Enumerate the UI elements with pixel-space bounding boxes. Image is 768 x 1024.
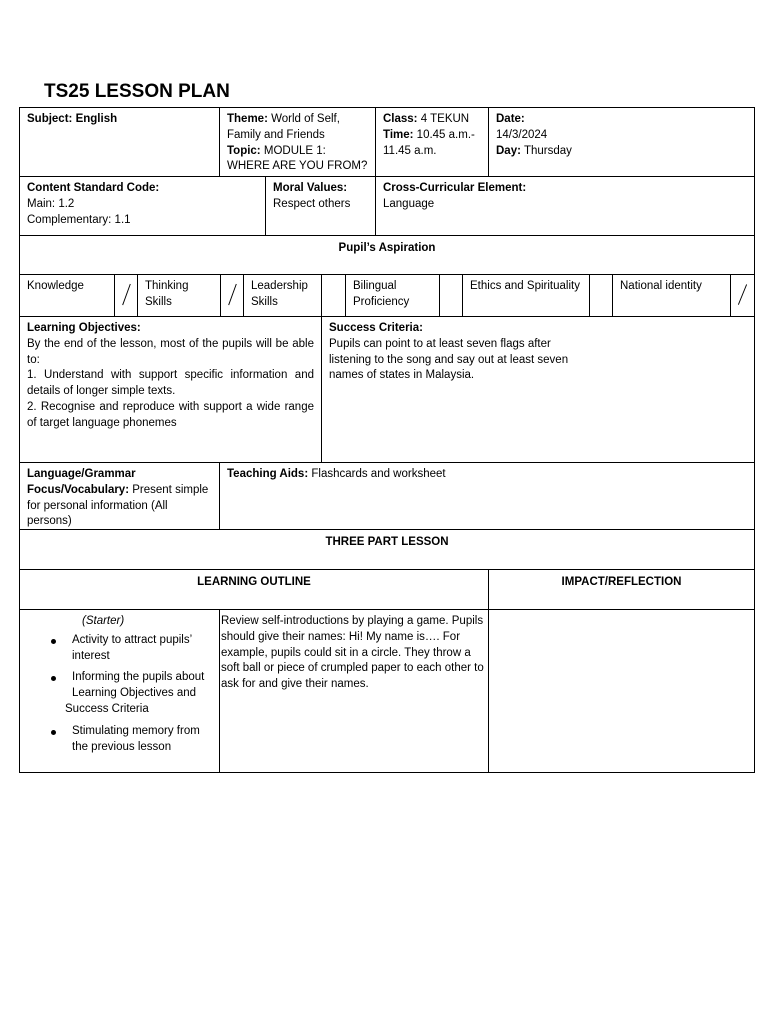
time-label: Time:: [383, 128, 414, 141]
starter-activity-cell: Review self-introductions by playing a game. Pupils should give their names: Hi! My name is…. For example, pupils could sit in a circle. They throw a soft ball or piece of crumpled paper to each other to ask for and give their names.: [220, 610, 489, 772]
aspiration-national-tick: [731, 275, 754, 316]
aspiration-leadership-tick: [322, 275, 346, 316]
aspiration-national: National identity: [613, 275, 731, 316]
moral-values-cell: [266, 177, 376, 235]
cross-curricular-value: Language: [383, 197, 435, 210]
theme-topic-cell: [220, 108, 376, 176]
starter-bullet: Stimulating memory from the previous lesson: [27, 724, 212, 756]
learning-objective-1: 1. Understand with support specific information and details of longer simple texts.: [27, 369, 314, 398]
standards-row: [20, 177, 754, 236]
class-value: 4 TEKUN: [420, 113, 470, 125]
moral-values-label: Moral Values:: [273, 182, 348, 194]
learning-objective-2: 2. Recognise and reproduce with support a wide range of target language phonemes: [27, 400, 314, 429]
tick-mark-icon: [115, 275, 137, 316]
day-value: Thursday: [523, 144, 572, 157]
date-label: Date:: [496, 113, 525, 125]
topic-label: Topic:: [227, 144, 261, 157]
aspiration-heading: Pupil’s Aspiration: [338, 242, 436, 254]
success-criteria-text: Pupils can point to at least seven flags after listening to the song and say out at least seven names of states in Malaysia.: [329, 337, 569, 382]
language-focus-cell: [20, 463, 220, 529]
starter-label: (Starter): [82, 615, 125, 627]
success-criteria-cell: [322, 317, 754, 462]
cross-curricular-label: Cross-Curricular Element:: [383, 182, 527, 194]
aspiration-leadership: Leadership Skills: [244, 275, 322, 316]
starter-sub-line: Success Criteria: [65, 702, 149, 715]
header-row: [20, 108, 754, 177]
outline-header-row: [20, 570, 754, 610]
date-day-cell: [489, 108, 754, 176]
topic-value: MODULE 1: WHERE ARE YOU FROM?: [227, 144, 368, 173]
class-label: Class:: [383, 113, 418, 125]
starter-sub-line: Learning Objectives and: [72, 687, 197, 700]
theme-value: World of Self, Family and Friends: [227, 113, 340, 141]
learning-objectives-intro: By the end of the lesson, most of the pupils will be able to:: [27, 337, 314, 366]
starter-bullet: Activity to attract pupils’ interest: [27, 633, 212, 665]
lesson-plan-table: [19, 107, 755, 773]
teaching-aids-cell: [220, 463, 754, 529]
tick-mark-icon: [731, 275, 754, 316]
bullet-icon: [51, 730, 56, 735]
aspiration-ethics: Ethics and Spirituality: [463, 275, 590, 316]
aspiration-thinking-tick: [221, 275, 244, 316]
bullet-icon: [51, 676, 56, 681]
language-focus-label: Language/Grammar Focus/Vocabulary:: [27, 468, 136, 496]
aspiration-bilingual: Bilingual Proficiency: [346, 275, 440, 316]
success-criteria-label: Success Criteria:: [329, 322, 423, 334]
impact-reflection-header: IMPACT/REFLECTION: [561, 576, 682, 588]
content-standard-complementary: Complementary: 1.1: [27, 213, 131, 226]
subject-cell: [20, 108, 220, 176]
tick-mark-icon: [221, 275, 243, 316]
moral-values-value: Respect others: [273, 197, 351, 210]
aspiration-bilingual-tick: [440, 275, 463, 316]
aspiration-ethics-tick: [590, 275, 613, 316]
teaching-aids-label: Teaching Aids:: [227, 468, 309, 480]
theme-label: Theme:: [227, 113, 268, 125]
aspiration-thinking: Thinking Skills: [138, 275, 221, 316]
language-row: [20, 463, 754, 530]
bullet-icon: [51, 639, 56, 644]
page-title: TS25 LESSON PLAN: [44, 81, 230, 102]
aspiration-knowledge-tick: [115, 275, 138, 316]
learning-outline-header: LEARNING OUTLINE: [20, 570, 489, 609]
aspiration-heading-row: [20, 236, 754, 275]
three-part-row: [20, 530, 754, 570]
three-part-heading: THREE PART LESSON: [325, 536, 449, 548]
date-value: 14/3/2024: [496, 128, 548, 141]
objectives-row: [20, 317, 754, 463]
day-label: Day:: [496, 144, 521, 157]
content-standard-main: Main: 1.2: [27, 197, 75, 210]
time-value: 10.45 a.m.- 11.45 a.m.: [383, 128, 475, 157]
aspiration-knowledge: Knowledge: [20, 275, 115, 316]
starter-cell: [20, 610, 220, 772]
content-standard-label: Content Standard Code:: [27, 182, 160, 194]
content-standard-cell: [20, 177, 266, 235]
subject-value: English: [75, 113, 118, 125]
teaching-aids-text: Flashcards and worksheet: [311, 468, 446, 480]
starter-bullet: Informing the pupils about: [27, 670, 212, 686]
starter-bullet-list: [27, 633, 212, 756]
starter-row: [20, 610, 754, 772]
learning-objectives-cell: [20, 317, 322, 462]
class-time-cell: [376, 108, 489, 176]
cross-curricular-cell: [376, 177, 754, 235]
impact-reflection-cell: [489, 610, 754, 772]
aspiration-items-row: [20, 275, 754, 317]
subject-label: Subject:: [27, 113, 73, 125]
learning-objectives-label: Learning Objectives:: [27, 322, 141, 334]
language-focus-text: Present simple for personal information (All persons): [27, 483, 209, 528]
